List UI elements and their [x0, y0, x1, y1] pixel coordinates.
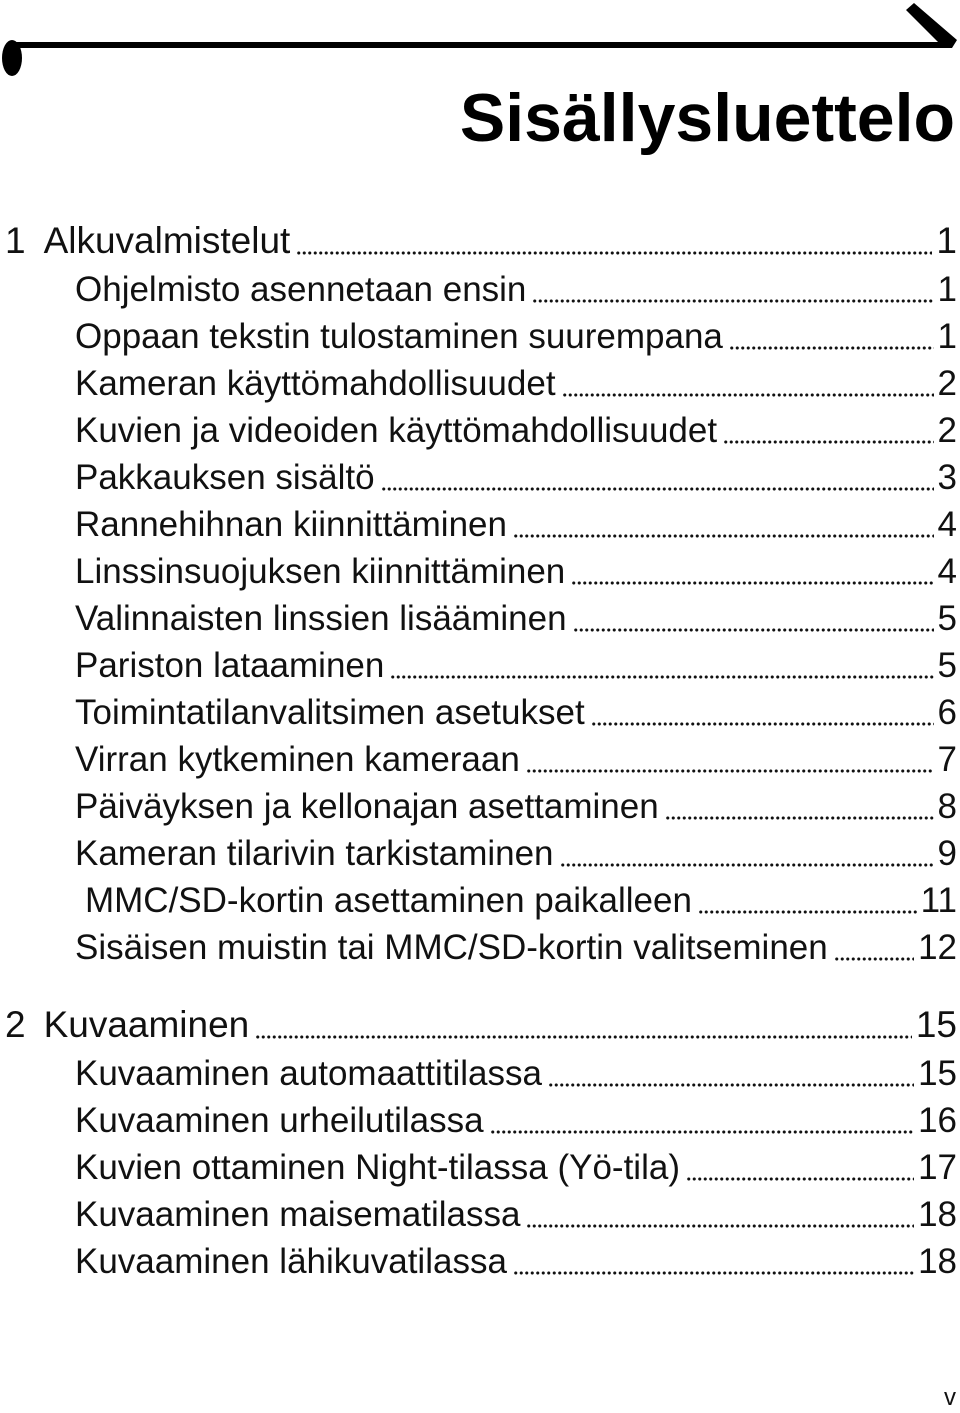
chapter-heading [0, 1000, 957, 1050]
dot-leader [513, 1238, 914, 1275]
toc-entry [0, 595, 957, 642]
entry-page-number: 8 [937, 787, 957, 826]
chapter-title: Alkuvalmistelut [43, 220, 291, 261]
toc-entry [0, 783, 957, 830]
toc-section-1 [0, 216, 957, 971]
toc-entry [0, 877, 957, 924]
entry-title: Kameran käyttömahdollisuudet [75, 364, 556, 403]
dot-leader [573, 595, 934, 632]
dot-leader [723, 407, 933, 444]
dot-leader [686, 1144, 914, 1181]
entry-page-number: 5 [937, 599, 957, 638]
toc-entry [0, 1050, 957, 1097]
entry-title: Valinnaisten linssien lisääminen [75, 599, 567, 638]
entry-page-number: 17 [918, 1148, 957, 1187]
dot-leader [665, 783, 934, 820]
entry-title: Kuvien ottaminen Night-tilassa (Yö-tila) [75, 1148, 680, 1187]
toc-entry [0, 924, 957, 971]
chapter-page-number: 1 [936, 220, 957, 261]
entry-title: Linssinsuojuksen kiinnittäminen [75, 552, 566, 591]
dot-leader [526, 1191, 914, 1228]
entry-page-number: 4 [937, 552, 957, 591]
entry-page-number: 2 [937, 364, 957, 403]
entry-page-number: 1 [937, 270, 957, 309]
entry-page-number: 4 [937, 505, 957, 544]
toc-entry [0, 1097, 957, 1144]
entry-page-number: 15 [918, 1054, 957, 1093]
entry-page-number: 12 [918, 928, 957, 967]
entry-title: Oppaan tekstin tulostaminen suurempana [75, 317, 723, 356]
toc-entry [0, 548, 957, 595]
toc-entry [0, 313, 957, 360]
entry-title: Rannehihnan kiinnittäminen [75, 505, 507, 544]
toc-entry [0, 407, 957, 454]
entry-title: MMC/SD-kortin asettaminen paikalleen [85, 881, 692, 920]
dot-leader [296, 216, 932, 255]
entry-page-number: 18 [918, 1195, 957, 1234]
entry-page-number: 3 [937, 458, 957, 497]
dot-leader [548, 1050, 914, 1087]
dot-leader [390, 642, 933, 679]
toc-entry [0, 266, 957, 313]
entry-title: Pariston lataaminen [75, 646, 385, 685]
dot-leader [834, 924, 914, 961]
chapter-number: 1 [5, 220, 26, 261]
entry-page-number: 2 [937, 411, 957, 450]
toc-entry [0, 1191, 957, 1238]
dot-leader [571, 548, 933, 585]
footer-page-number: v [944, 1384, 956, 1411]
toc-entry [0, 360, 957, 407]
entry-title: Päiväyksen ja kellonajan asettaminen [75, 787, 659, 826]
toc-entry [0, 501, 957, 548]
entry-title: Toimintatilanvalitsimen asetukset [75, 693, 585, 732]
entry-title: Ohjelmisto asennetaan ensin [75, 270, 527, 309]
dot-leader [526, 736, 934, 773]
chapter-heading [0, 216, 957, 266]
entry-page-number: 16 [918, 1101, 957, 1140]
entry-title: Kuvien ja videoiden käyttömahdollisuudet [75, 411, 718, 450]
entry-page-number: 9 [937, 834, 957, 873]
entry-title: Virran kytkeminen kameraan [75, 740, 520, 779]
chapter-title: Kuvaaminen [43, 1004, 250, 1045]
dot-leader [729, 313, 934, 350]
dot-leader [513, 501, 934, 538]
header-rule-line [8, 42, 930, 48]
dot-leader [532, 266, 933, 303]
toc-entry [0, 830, 957, 877]
header-rule-left-end [2, 40, 22, 76]
chapter-page-number: 15 [915, 1004, 957, 1045]
entry-page-number: 7 [937, 740, 957, 779]
toc-entry [0, 454, 957, 501]
dot-leader [560, 830, 934, 867]
chapter-number: 2 [5, 1004, 26, 1045]
entry-title: Kameran tilarivin tarkistaminen [75, 834, 554, 873]
toc-entry [0, 1238, 957, 1285]
dot-leader [591, 689, 934, 726]
header-rule-right-end [906, 3, 957, 48]
toc-entry [0, 1144, 957, 1191]
page-title: Sisällysluettelo [459, 80, 955, 156]
entry-page-number: 5 [937, 646, 957, 685]
table-of-contents [0, 216, 957, 1285]
entry-title: Kuvaaminen automaattitilassa [75, 1054, 542, 1093]
dot-leader [562, 360, 934, 397]
entry-page-number: 11 [920, 881, 957, 920]
entry-title: Sisäisen muistin tai MMC/SD-kortin valitseminen [75, 928, 828, 967]
entry-title: Pakkauksen sisältö [75, 458, 375, 497]
entry-page-number: 6 [937, 693, 957, 732]
toc-entry [0, 642, 957, 689]
entry-title: Kuvaaminen maisematilassa [75, 1195, 521, 1234]
dot-leader [381, 454, 934, 491]
dot-leader [490, 1097, 914, 1134]
entry-page-number: 1 [937, 317, 957, 356]
entry-title: Kuvaaminen urheilutilassa [75, 1101, 484, 1140]
toc-section-2 [0, 1000, 957, 1285]
entry-page-number: 18 [918, 1242, 957, 1281]
dot-leader [698, 877, 917, 914]
entry-title: Kuvaaminen lähikuvatilassa [75, 1242, 507, 1281]
toc-entry [0, 736, 957, 783]
toc-entry [0, 689, 957, 736]
dot-leader [255, 1000, 912, 1039]
